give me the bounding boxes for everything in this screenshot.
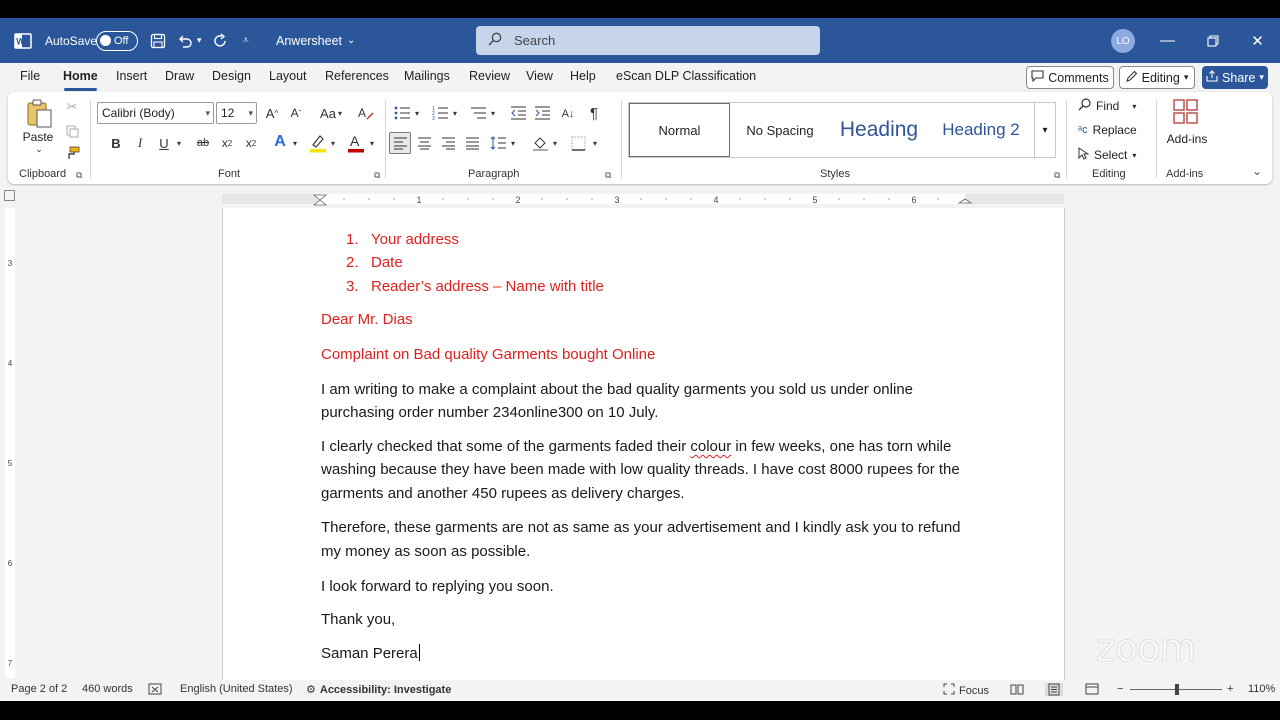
numbering-icon[interactable] [430, 104, 450, 122]
font-group [94, 92, 384, 184]
subscript-icon[interactable]: x 2 [221, 136, 233, 150]
show-formatting-icon[interactable]: ¶ [589, 104, 599, 122]
find-button[interactable] [1078, 98, 1136, 114]
list-number: 2. [346, 254, 359, 271]
text-run: I clearly checked that some of the garments faded their [321, 438, 691, 455]
accessibility-status[interactable] [306, 683, 451, 696]
tab-help[interactable]: Help [570, 69, 596, 83]
clear-formatting-icon[interactable] [356, 104, 376, 122]
tab-draw[interactable]: Draw [165, 69, 195, 83]
document-name-label: Anwersheet [276, 33, 343, 48]
group-divider [1156, 100, 1157, 178]
font-size-value: 12 [221, 106, 235, 120]
word-count[interactable]: 460 words [82, 683, 133, 695]
tab-file[interactable]: File [20, 69, 41, 83]
paragraph-line[interactable]: purchasing order number 234online300 on 10 July. [321, 404, 659, 421]
tab-home[interactable]: Home [63, 69, 98, 83]
increase-indent-icon[interactable] [532, 104, 552, 122]
ruler-number: 2 [515, 195, 521, 205]
justify-icon[interactable] [462, 133, 482, 153]
font-name-chevron-icon: ▾ [205, 107, 210, 118]
undo-dropdown-icon[interactable]: ▾ [197, 35, 202, 45]
word-logo-icon[interactable] [14, 18, 32, 63]
autosave-label: AutoSave [45, 33, 98, 48]
restore-icon[interactable] [1190, 18, 1235, 63]
paragraph-group-label: Paragraph [468, 168, 520, 180]
select-icon [1078, 147, 1089, 163]
tab-review[interactable]: Review [469, 69, 510, 83]
svg-text:W: W [16, 36, 25, 46]
align-right-icon[interactable] [438, 133, 458, 153]
select-chevron-icon: ▾ [1132, 150, 1137, 160]
share-label: Share [1222, 70, 1256, 85]
multilevel-chevron-icon[interactable]: ▾ [490, 108, 495, 118]
salutation[interactable]: Dear Mr. Dias [321, 311, 413, 328]
styles-group-label: Styles [820, 168, 850, 180]
list-item[interactable]: Reader’s address – Name with title [371, 278, 604, 295]
active-tab-indicator [64, 88, 97, 91]
zoom-in-icon[interactable]: + [1227, 683, 1234, 695]
grow-font-icon[interactable]: A ^ [265, 105, 279, 121]
ribbon-tabs [0, 63, 1280, 91]
decrease-indent-icon[interactable] [508, 104, 528, 122]
list-number: 1. [346, 231, 359, 248]
line-spacing-chevron-icon[interactable]: ▾ [510, 138, 515, 148]
find-chevron-icon: ▾ [1132, 101, 1137, 111]
addins-icon[interactable] [1171, 98, 1201, 126]
pencil-icon [1126, 70, 1138, 85]
signature-line[interactable] [321, 642, 420, 665]
underline-chevron-icon[interactable]: ▾ [176, 138, 181, 148]
zoom-out-icon[interactable]: − [1117, 683, 1124, 695]
read-mode-icon[interactable] [1010, 683, 1024, 695]
text-run: in few weeks, one has torn while [731, 438, 952, 455]
autosave-state: Off [114, 34, 129, 47]
styles-launcher-icon[interactable]: ⧉ [1054, 170, 1061, 180]
user-avatar[interactable]: LO [1111, 29, 1135, 53]
page-count[interactable]: Page 2 of 2 [11, 683, 68, 695]
line-spacing-icon[interactable] [488, 133, 508, 153]
zoom-watermark: zoom [1096, 626, 1196, 670]
find-icon [1078, 98, 1091, 114]
style-heading[interactable]: Heading [839, 118, 919, 141]
svg-text:3: 3 [431, 116, 435, 120]
font-color-icon[interactable] [346, 132, 366, 154]
toggle-knob-icon [100, 35, 111, 46]
change-case-icon[interactable]: Aa ▾ [320, 105, 342, 121]
ribbon-home [8, 92, 1272, 184]
editing-group-label: Editing [1092, 168, 1126, 180]
styles-more-icon[interactable]: ▾ [1034, 103, 1055, 157]
spelling-flagged-word[interactable]: colour [690, 438, 732, 455]
chevron-down-icon: ▾ [1183, 72, 1189, 82]
paragraph-line[interactable] [321, 435, 951, 458]
replace-icon: ᵃc [1078, 124, 1088, 136]
align-left-icon[interactable] [389, 132, 411, 154]
search-icon [488, 32, 502, 49]
select-label: Select [1094, 148, 1128, 162]
accessibility-label: Accessibility: Investigate [319, 683, 452, 696]
editing-group [1072, 92, 1158, 184]
shading-chevron-icon[interactable]: ▾ [552, 138, 557, 148]
paste-icon[interactable] [23, 99, 55, 129]
doc-name-chevron-icon: ⌄ [347, 35, 356, 46]
document-page[interactable] [222, 208, 1065, 688]
tab-design[interactable]: Design [212, 69, 251, 83]
ruler-number: 7 [7, 659, 13, 668]
title-bar [0, 18, 1280, 63]
addins-group-label: Add-ins [1166, 168, 1204, 180]
comments-label: Comments [1048, 70, 1109, 85]
underline-icon[interactable]: U [159, 135, 169, 151]
tab-mailings[interactable]: Mailings [404, 69, 450, 83]
paragraph-line[interactable]: garments and another 450 rupees as delivery charges. [321, 485, 685, 502]
web-layout-icon[interactable] [1085, 683, 1099, 695]
paragraph-line[interactable]: washing because they have been made with low quality threads. I have cost 8000 rupees for the [321, 461, 960, 478]
accessibility-icon: ⚙ [306, 684, 316, 696]
paragraph-launcher-icon[interactable]: ⧉ [605, 170, 612, 180]
svg-text:1: 1 [431, 106, 435, 112]
share-chevron-icon: ▾ [1259, 72, 1264, 82]
bold-icon[interactable]: B [111, 135, 121, 151]
ruler-number: 4 [7, 359, 13, 368]
shrink-font-icon[interactable]: A ˇ [290, 106, 302, 120]
paste-label[interactable]: Paste [22, 130, 54, 144]
replace-label: Replace [1092, 123, 1137, 137]
group-divider [621, 100, 622, 178]
ruler-number: 6 [7, 559, 13, 568]
autosave-toggle[interactable] [96, 18, 138, 63]
clipboard-launcher-icon[interactable]: ⧉ [76, 170, 83, 180]
subject-line[interactable]: Complaint on Bad quality Garments bought Online [321, 346, 656, 363]
save-icon[interactable] [150, 18, 166, 63]
vertical-scrollbar[interactable] [1268, 186, 1280, 680]
addins-button-label[interactable]: Add-ins [1166, 132, 1208, 146]
focus-label: Focus [959, 684, 989, 697]
font-name-select[interactable] [97, 102, 214, 124]
font-group-label: Font [218, 168, 241, 180]
customize-qat-icon[interactable]: ⩡ [243, 35, 249, 46]
svg-text:A: A [358, 106, 367, 120]
borders-chevron-icon[interactable]: ▾ [592, 138, 597, 148]
vertical-ruler[interactable] [4, 208, 16, 678]
list-item[interactable]: Date [371, 254, 403, 271]
copy-icon[interactable] [65, 124, 79, 138]
group-divider [385, 100, 386, 178]
font-size-chevron-icon: ▾ [248, 107, 253, 118]
ruler-number: 5 [7, 459, 13, 468]
select-button[interactable] [1078, 147, 1136, 163]
collapse-ribbon-icon[interactable]: ⌄ [1252, 164, 1263, 178]
group-divider [90, 100, 91, 178]
ruler-number: 5 [812, 195, 818, 205]
align-center-icon[interactable] [414, 133, 434, 153]
document-name[interactable] [276, 18, 355, 63]
redo-icon[interactable] [213, 18, 229, 63]
cut-icon[interactable]: ✂ [66, 99, 78, 114]
clipboard-group [8, 92, 88, 184]
sign-off[interactable]: Thank you, [321, 611, 396, 628]
borders-icon[interactable] [568, 133, 588, 153]
tab-escan-dlp[interactable]: eScan DLP Classification [616, 69, 757, 83]
ruler-number: 4 [713, 195, 719, 205]
text-effects-chevron-icon[interactable]: ▾ [292, 138, 297, 148]
word-window [0, 18, 1280, 701]
group-divider [1066, 100, 1067, 178]
shading-icon[interactable] [530, 133, 550, 153]
numbering-chevron-icon[interactable]: ▾ [452, 108, 457, 118]
closing-line[interactable]: I look forward to replying you soon. [321, 578, 554, 595]
minimize-icon[interactable]: — [1160, 32, 1175, 49]
tab-insert[interactable]: Insert [116, 69, 148, 83]
tab-selector-icon[interactable] [4, 190, 15, 201]
editing-mode-label: Editing [1141, 70, 1180, 85]
style-heading-2[interactable]: Heading 2 [942, 120, 1020, 139]
highlight-icon[interactable] [308, 132, 328, 154]
text-effects-icon[interactable]: A [274, 133, 286, 150]
italic-icon[interactable]: I [137, 135, 143, 150]
focus-button[interactable] [943, 683, 989, 698]
highlight-chevron-icon[interactable]: ▾ [330, 138, 335, 148]
paragraph-line[interactable]: Therefore, these garments are not as same as your advertisement and I kindly ask you to refund [321, 519, 961, 536]
ruler-number: 3 [7, 259, 13, 268]
superscript-icon[interactable]: x 2 [245, 136, 257, 150]
multilevel-list-icon[interactable] [468, 104, 488, 122]
status-bar [0, 680, 1280, 701]
search-box[interactable] [476, 26, 820, 55]
svg-text:2: 2 [431, 111, 435, 117]
horizontal-ruler[interactable] [222, 192, 1064, 206]
ruler-number: 3 [614, 195, 620, 205]
share-icon [1206, 70, 1218, 85]
font-color-chevron-icon[interactable]: ▾ [369, 138, 374, 148]
style-normal[interactable]: Normal [629, 103, 730, 157]
text-cursor [419, 644, 420, 661]
document-area [0, 186, 1280, 680]
paragraph-group [388, 92, 620, 184]
sort-icon[interactable]: A↓ [561, 108, 575, 120]
styles-gallery [628, 102, 1056, 158]
tab-view[interactable]: View [526, 69, 553, 83]
ruler-number: 1 [416, 195, 422, 205]
bullets-icon[interactable] [392, 104, 412, 122]
comments-button[interactable] [1026, 66, 1114, 89]
format-painter-icon[interactable] [64, 146, 80, 160]
tab-references[interactable]: References [325, 69, 389, 83]
comment-icon [1031, 70, 1044, 85]
replace-button[interactable] [1078, 123, 1137, 137]
svg-text:A: A [350, 133, 360, 149]
close-icon[interactable]: ✕ [1251, 32, 1264, 50]
paragraph-line[interactable]: my money as soon as possible. [321, 543, 531, 560]
find-label: Find [1096, 99, 1120, 113]
addins-group [1160, 92, 1220, 184]
editing-mode-button[interactable] [1119, 66, 1195, 89]
list-number: 3. [346, 278, 359, 295]
language-status[interactable]: English (United States) [180, 683, 293, 695]
paragraph-line[interactable]: I am writing to make a complaint about the bad quality garments you sold us under online [321, 381, 914, 398]
paste-chevron-icon[interactable]: ⌄ [35, 144, 43, 154]
clipboard-group-label: Clipboard [19, 168, 67, 180]
zoom-level[interactable]: 110% [1248, 683, 1276, 695]
focus-icon [943, 683, 955, 698]
proofing-icon[interactable] [148, 683, 162, 695]
font-size-select[interactable] [216, 102, 257, 124]
signature-text: Saman Perera [321, 645, 418, 662]
zoom-slider-thumb[interactable] [1175, 684, 1179, 695]
bullets-chevron-icon[interactable]: ▾ [414, 108, 419, 118]
ruler-number: 6 [911, 195, 917, 205]
font-name-value: Calibri (Body) [102, 106, 175, 120]
print-layout-icon[interactable] [1045, 683, 1063, 696]
strikethrough-icon[interactable]: ab [196, 137, 210, 149]
undo-icon[interactable] [177, 18, 193, 63]
share-button[interactable] [1202, 66, 1268, 89]
style-no-spacing[interactable]: No Spacing [746, 122, 814, 138]
list-item[interactable]: Your address [371, 231, 459, 248]
font-launcher-icon[interactable]: ⧉ [374, 170, 381, 180]
search-placeholder: Search [514, 33, 556, 48]
tab-layout[interactable]: Layout [269, 69, 307, 83]
